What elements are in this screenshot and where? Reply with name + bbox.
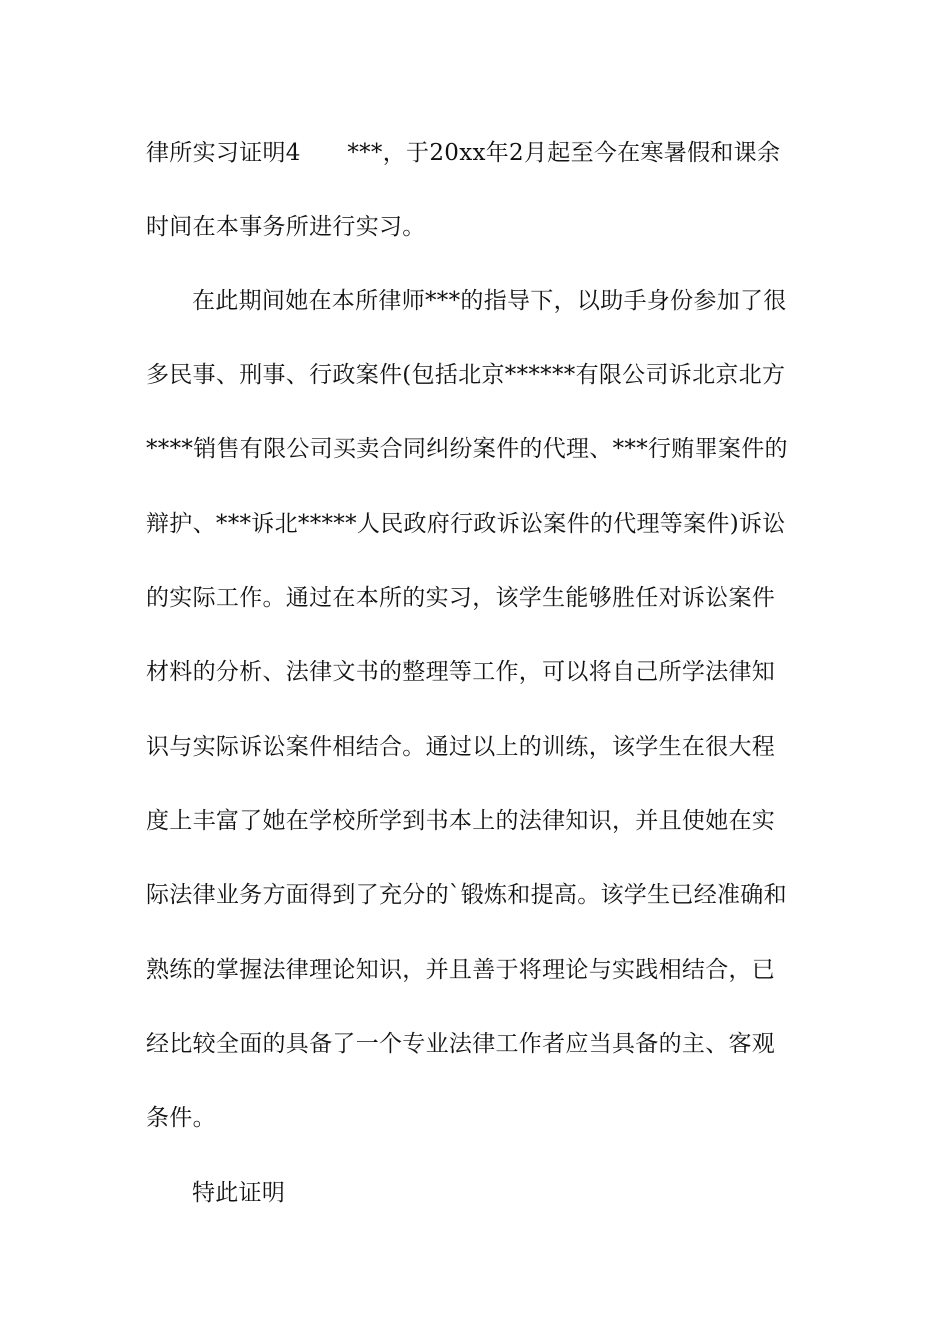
- text-line: 条件。: [146, 1105, 216, 1131]
- text-line: 经比较全面的具备了一个专业法律工作者应当具备的主、客观: [146, 1031, 776, 1057]
- text-line: 际法律业务方面得到了充分的`锻炼和提高。该学生已经准确和: [146, 882, 787, 908]
- text-line: 多民事、刑事、行政案件(包括北京******有限公司诉北京北方: [146, 362, 786, 388]
- text-line: 的实际工作。通过在本所的实习，该学生能够胜任对诉讼案件: [146, 585, 776, 611]
- text-line: 度上丰富了她在学校所学到书本上的法律知识，并且使她在实: [146, 808, 776, 834]
- text-line: 在此期间她在本所律师***的指导下，以助手身份参加了很: [192, 288, 787, 314]
- text-line: 辩护、***诉北*****人民政府行政诉讼案件的代理等案件)诉讼: [146, 511, 786, 537]
- text-line: 材料的分析、法律文书的整理等工作，可以将自己所学法律知: [146, 659, 776, 685]
- text-line: 熟练的掌握法律理论知识，并且善于将理论与实践相结合，已: [146, 957, 776, 983]
- text-line: 律所实习证明4 ***，于20xx年2月起至今在寒暑假和课余: [146, 140, 781, 166]
- text-line: 时间在本事务所进行实习。: [146, 214, 426, 240]
- text-line: ****销售有限公司买卖合同纠纷案件的代理、***行贿罪案件的: [146, 436, 788, 462]
- closing-statement: 特此证明: [192, 1180, 286, 1206]
- text-line: 识与实际诉讼案件相结合。通过以上的训练，该学生在很大程: [146, 734, 776, 760]
